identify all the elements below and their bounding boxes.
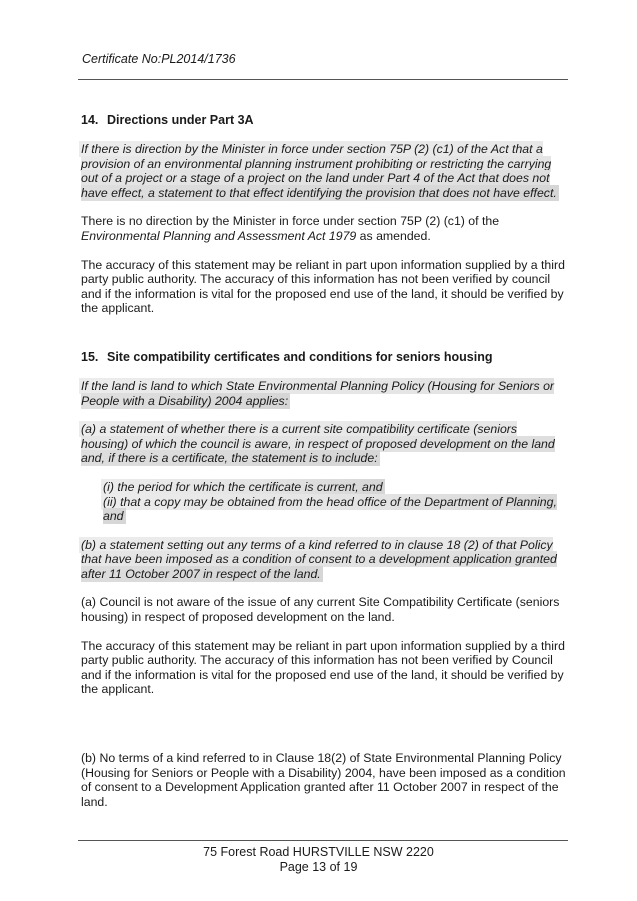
section-15-item-a: (a) a statement of whether there is a current site compatibility certificate (seniors housing) of which the council is aware, in respect of proposed development on the land and, if there is a certificate, the statement is to include: [81, 422, 555, 466]
footer-address: 75 Forest Road HURSTVILLE NSW 2220 [203, 845, 434, 859]
section-15-intro: If the land is land to which State Environmental Planning Policy (Housing for Seniors or People with a Disability) 2004 applies: [81, 378, 554, 408]
section-15-heading [81, 350, 567, 365]
section-15-disclaimer: The accuracy of this statement may be reliant in part upon information supplied by a third party public authority. The accuracy of this information has not been verified by Council and if the information is vital for the proposed end use of the land, it should be verified by the applicant. [81, 638, 565, 697]
section-14-question: If there is direction by the Minister in force under section 75P (2) (c1) of the Act that a provision of an environmental planning instrument prohibiting or restricting the carrying out of a project or a stage of a project on the land under Part 4 of the Act that does not have effect, a statement to that effect identifying the provision that does not have effect. [81, 142, 557, 200]
section-15-answer-b: (b) No terms of a kind referred to in Clause 18(2) of State Environmental Planning Policy (Housing for Seniors or People with a Disability) 2004, have been imposed as a condition of consent to a Development Application granted after 11 October 2007 in respect of the land. [81, 751, 566, 809]
section-15-title: Site compatibility certificates and conditions for seniors housing [107, 349, 493, 364]
act-name: Environmental Planning and Assessment Act 1979 [81, 228, 357, 243]
footer-rule [78, 840, 568, 841]
section-15-sub-i: (i) the period for which the certificate is current, and [103, 479, 383, 494]
page-number: Page 13 of 19 [279, 860, 358, 874]
section-14-heading [81, 113, 567, 128]
document-body [81, 113, 567, 823]
section-15-item-b: (b) a statement setting out any terms of a kind referred to in clause 18 (2) of that Policy that have been imposed as a condition of consent to a development application granted after 11 October 2007 in respect of the land. [81, 537, 557, 581]
section-15-answer-a: (a) Council is not aware of the issue of any current Site Compatibility Certificate (seniors housing) in respect of proposed development on the land. [81, 595, 560, 625]
certificate-number: Certificate No:PL2014/1736 [82, 52, 236, 66]
section-15-number: 15. [81, 349, 99, 364]
header-rule [78, 79, 568, 80]
section-14-number: 14. [81, 113, 99, 127]
section-15-sub-ii: (ii) that a copy may be obtained from the head office of the Department of Planning, and [103, 494, 557, 524]
section-14-answer: There is no direction by the Minister in force under section 75P (2) (c1) of the Environmental Planning and Assessment Act 1979 as amended. [81, 214, 500, 243]
section-14-title: Directions under Part 3A [107, 113, 254, 127]
section-14-disclaimer: The accuracy of this statement may be reliant in part upon information supplied by a third party public authority. The accuracy of this information has not been verified by council and if the information is vital for the proposed end use of the land, it should be verified by the applicant. [81, 257, 565, 316]
